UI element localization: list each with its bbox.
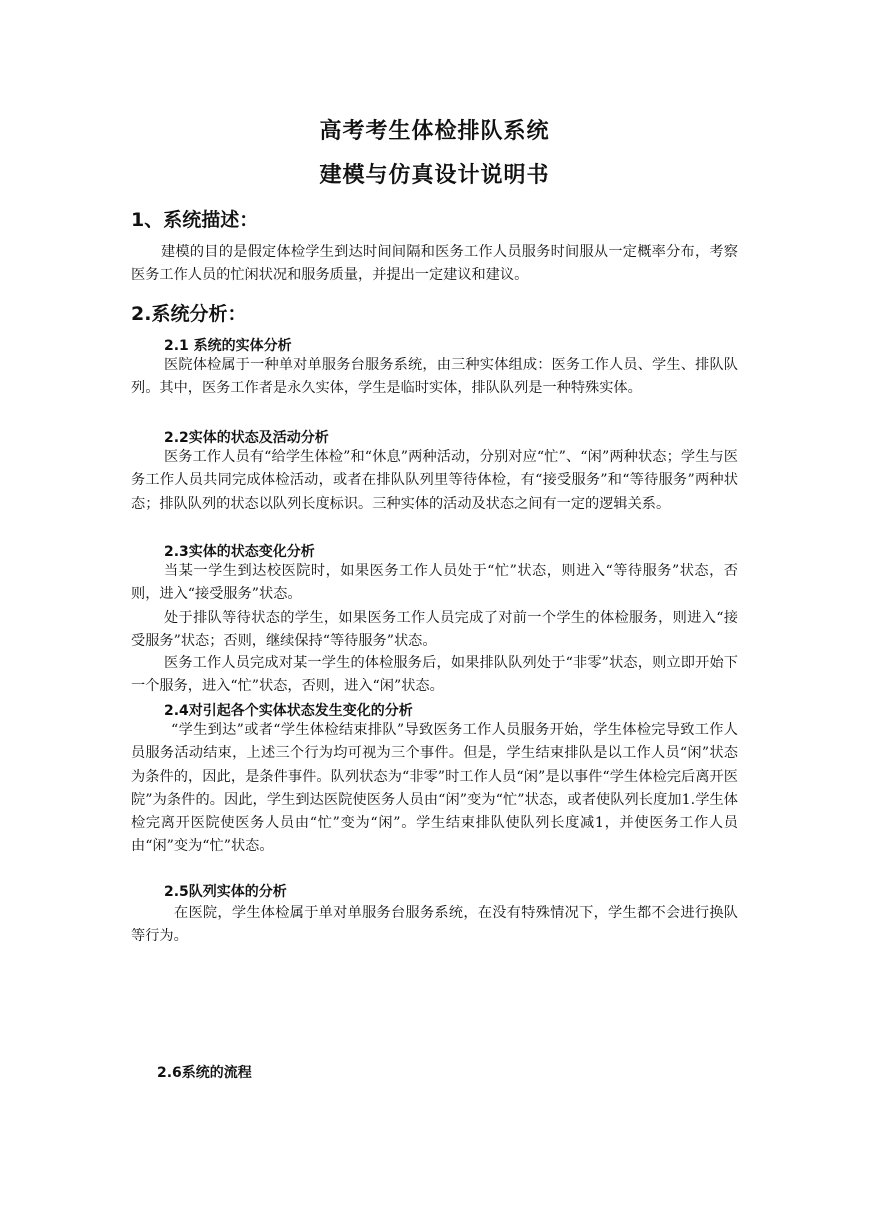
subsection-2-3-paragraph-1: 当某一学生到达校医院时，如果医务工作人员处于“忙”状态，则进入“等待服务”状态，否则，进入“接受服务”状态。: [131, 563, 738, 603]
subsection-2-4-paragraph: “学生到达”或者“学生体检结束排队”导致医务工作人员服务开始，学生体检完导致工作人员服务活动结束，上述三个行为均可视为三个事件。但是，学生结束排队是以工作人员“闲”状态为条件的，因此，是条件事件。队列状态为“非零”时工作人员“闲”是以事件“学生体检完后离开医院”为条件的。因此，学生到达医院使医务人员由“闲”变为“忙”状态，或者使队列长度加1.学生体检完离开医院使医务人员由“忙”变为“闲”。学生结束排队使队列长度减1，并使医务工作人员由“闲”变为“忙”状态。: [131, 722, 738, 855]
section2-heading: 2.系统分析：: [131, 303, 247, 325]
document-title-line2: 建模与仿真设计说明书: [319, 163, 550, 188]
subsection-2-2-heading: 2.2实体的状态及活动分析: [164, 430, 329, 446]
subsection-2-1-paragraph: 医院体检属于一种单对单服务台服务系统，由三种实体组成：医务工作人员、学生、排队队列。其中，医务工作者是永久实体，学生是临时实体，排队队列是一种特殊实体。: [131, 357, 738, 397]
subsection-2-4-heading: 2.4对引起各个实体状态发生变化的分析: [164, 703, 413, 719]
subsection-2-5-heading: 2.5队列实体的分析: [164, 884, 287, 900]
subsection-2-5-paragraph: 在医院，学生体检属于单对单服务台服务系统，在没有特殊情况下，学生都不会进行换队等行为。: [131, 905, 738, 945]
section1-paragraph: 建模的目的是假定体检学生到达时间间隔和医务工作人员服务时间服从一定概率分布，考察医务工作人员的忙闲状况和服务质量，并提出一定建议和建议。: [131, 244, 738, 284]
subsection-2-1-heading: 2.1 系统的实体分析: [164, 338, 292, 354]
section1-heading: 1、系统描述：: [131, 209, 259, 231]
subsection-2-3-paragraph-3: 医务工作人员完成对某一学生的体检服务后，如果排队队列处于“非零”状态，则立即开始下一个服务，进入“忙”状态，否则，进入“闲”状态。: [131, 655, 738, 695]
subsection-2-2-paragraph: 医务工作人员有“给学生体检”和“休息”两种活动，分别对应“忙”、“闲”两种状态；学生与医务工作人员共同完成体检活动，或者在排队队列里等待体检，有“接受服务”和“等待服务”两种状态；排队队列的状态以队列长度标识。三种实体的活动及状态之间有一定的逻辑关系。: [131, 449, 738, 512]
subsection-2-3-heading: 2.3实体的状态变化分析: [164, 544, 315, 560]
document-title-line1: 高考考生体检排队系统: [319, 119, 550, 144]
subsection-2-3-paragraph-2: 处于排队等待状态的学生，如果医务工作人员完成了对前一个学生的体检服务，则进入“接受服务”状态；否则，继续保持“等待服务”状态。: [131, 610, 738, 650]
subsection-2-6-heading: 2.6系统的流程: [157, 1065, 252, 1081]
